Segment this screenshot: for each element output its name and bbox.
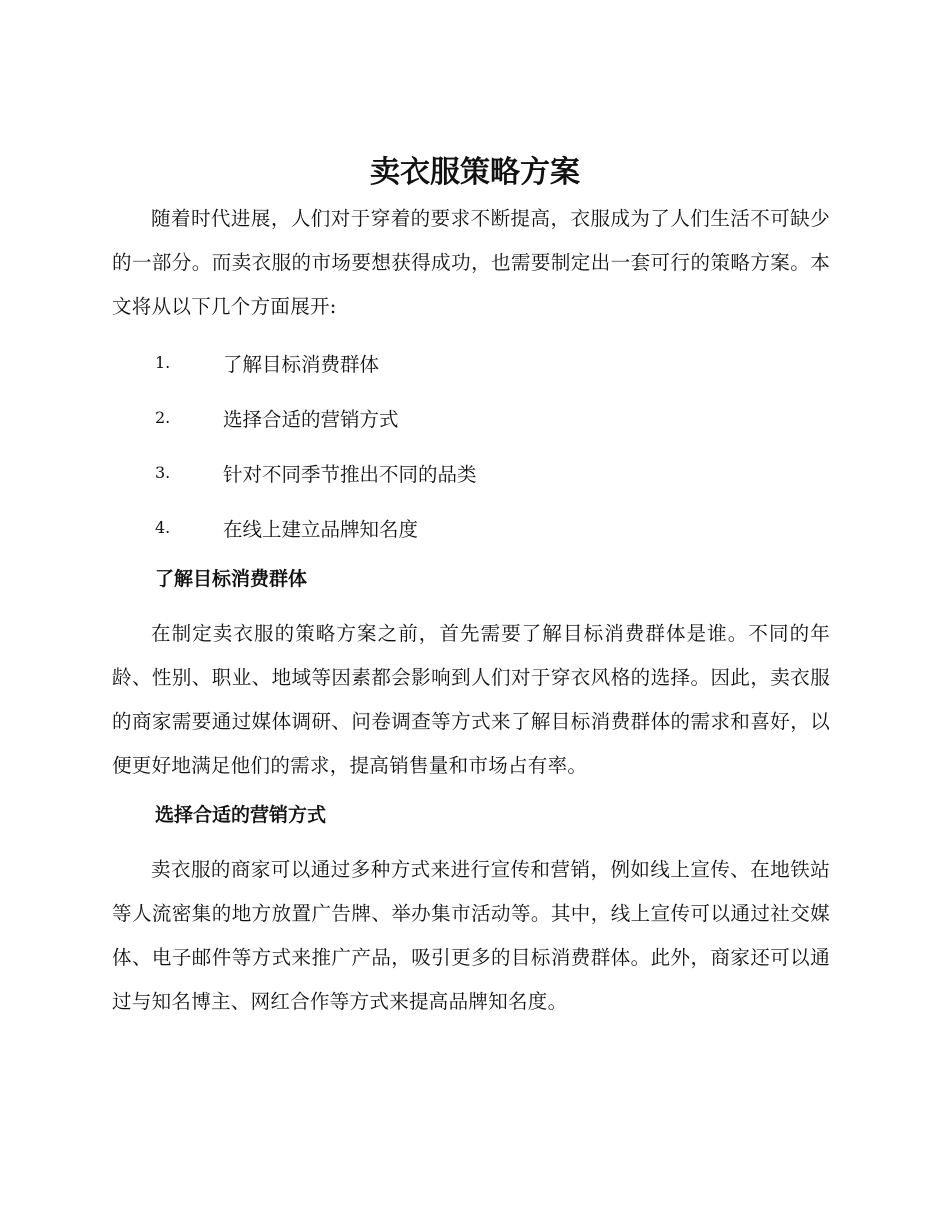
list-item-number: 4. bbox=[155, 518, 171, 537]
list-item bbox=[155, 335, 477, 390]
list-item-number: 1. bbox=[155, 353, 171, 372]
list-item-text: 针对不同季节推出不同的品类 bbox=[223, 462, 477, 486]
intro-paragraph: 随着时代进展，人们对于穿着的要求不断提高，衣服成为了人们生活不可缺少的一部分。而卖衣服的市场要想获得成功，也需要制定出一套可行的策略方案。本文将从以下几个方面展开: bbox=[112, 207, 830, 318]
section-paragraph-target-consumers: 在制定卖衣服的策略方案之前，首先需要了解目标消费群体是谁。不同的年龄、性别、职业、地域等因素都会影响到人们对于穿衣风格的选择。因此，卖衣服的商家需要通过媒体调研、问卷调查等方式来了解目标消费群体的需求和喜好，以便更好地满足他们的需求，提高销售量和市场占有率。 bbox=[112, 622, 830, 777]
section-heading-marketing-methods: 选择合适的营销方式 bbox=[155, 804, 327, 826]
outline-list bbox=[155, 335, 477, 555]
list-item-number: 2. bbox=[155, 408, 171, 427]
list-item-text: 在线上建立品牌知名度 bbox=[223, 517, 419, 541]
list-item-text: 了解目标消费群体 bbox=[223, 352, 380, 376]
list-item bbox=[155, 390, 477, 445]
list-item bbox=[155, 500, 477, 555]
list-item bbox=[155, 445, 477, 500]
document-title: 卖衣服策略方案 bbox=[370, 155, 580, 190]
list-item-number: 3. bbox=[155, 463, 171, 482]
section-heading-target-consumers: 了解目标消费群体 bbox=[155, 568, 308, 590]
section-paragraph-marketing-methods: 卖衣服的商家可以通过多种方式来进行宣传和营销，例如线上宣传、在地铁站等人流密集的地方放置广告牌、举办集市活动等。其中，线上宣传可以通过社交媒体、电子邮件等方式来推广产品，吸引更多的目标消费群体。此外，商家还可以通过与知名博主、网红合作等方式来提高品牌知名度。 bbox=[112, 858, 830, 1013]
list-item-text: 选择合适的营销方式 bbox=[223, 407, 399, 431]
